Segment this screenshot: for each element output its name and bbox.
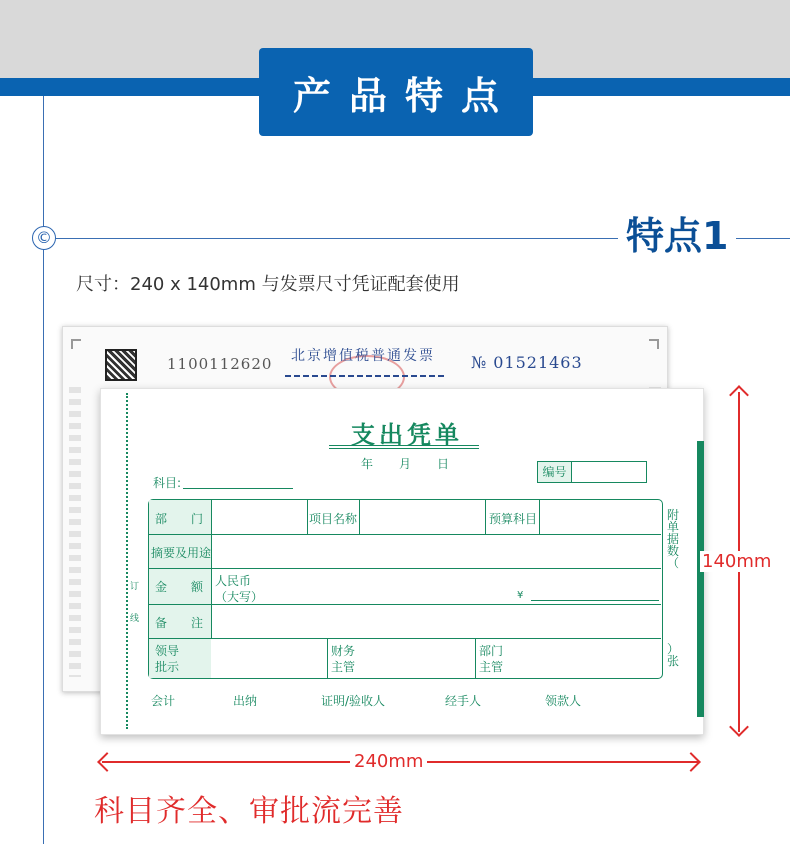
voucher-table <box>148 499 663 679</box>
col-divider <box>485 500 486 534</box>
voucher-title: 支出凭单 <box>351 420 463 449</box>
col-divider <box>327 638 328 678</box>
corner-mark <box>71 339 81 349</box>
binding-char: 订 <box>130 582 140 592</box>
attach-count-unit: ）张 <box>667 642 680 668</box>
corner-mark <box>649 339 659 349</box>
rmb-label: 人民币 <box>215 574 252 588</box>
finance-label-2: 主管 <box>331 660 356 674</box>
footer-accountant: 会计 <box>151 694 176 708</box>
copyright-icon: © <box>32 226 56 250</box>
number-box <box>537 461 647 483</box>
footer-verifier: 证明/验收人 <box>321 694 386 708</box>
date-month: 月 <box>399 457 412 471</box>
section-title: 产品特点 <box>259 48 533 136</box>
dept-label: 部 门 <box>155 512 204 526</box>
footer-cashier: 出纳 <box>233 694 258 708</box>
row-divider <box>149 568 661 569</box>
invoice-title-underline <box>285 375 445 377</box>
tagline: 科目齐全、审批流完善 <box>94 794 404 829</box>
invoice-number: № 01521463 <box>471 353 583 372</box>
leader-label-2: 批示 <box>155 660 180 674</box>
width-dimension-label: 240mm <box>350 751 427 772</box>
invoice-perforation <box>69 387 81 677</box>
remark-label: 备 注 <box>155 616 204 630</box>
amount-line <box>531 600 659 601</box>
binding-char: 线 <box>130 614 140 624</box>
finance-label: 财务 <box>331 644 356 658</box>
deptmgr-label-2: 主管 <box>479 660 504 674</box>
col-divider <box>475 638 476 678</box>
daxie-label: （大写） <box>215 590 264 604</box>
qr-code-icon <box>105 349 137 381</box>
col-divider <box>307 500 308 534</box>
voucher-green-bar <box>697 441 704 717</box>
col-divider <box>359 500 360 534</box>
footer-handler: 经手人 <box>445 694 482 708</box>
footer-payee: 领款人 <box>545 694 582 708</box>
subject-line <box>183 488 293 489</box>
row-divider <box>149 534 661 535</box>
arrow-down-icon <box>729 717 749 737</box>
arrow-right-icon <box>681 752 701 772</box>
expense-voucher <box>100 388 704 735</box>
yen-symbol: ¥ <box>517 590 524 601</box>
number-label: 编号 <box>538 462 572 482</box>
arrow-left-icon <box>97 752 117 772</box>
size-description: 尺寸：240 x 140mm 与发票尺寸凭证配套使用 <box>76 274 460 295</box>
voucher-title-underline <box>329 445 479 449</box>
row-divider <box>149 638 661 639</box>
date-day: 日 <box>437 457 450 471</box>
decorative-horizontal-line <box>56 238 618 239</box>
date-year: 年 <box>361 457 374 471</box>
attach-count-label: 附单据数（ <box>667 508 680 570</box>
decorative-horizontal-line-right <box>736 238 790 239</box>
height-dimension-label: 140mm <box>702 551 772 572</box>
decorative-vertical-line <box>43 96 44 844</box>
amount-label: 金 额 <box>155 580 204 594</box>
binding-perforation <box>126 393 128 729</box>
budget-label: 预算科目 <box>489 512 538 526</box>
invoice-title: 北京增值税普通发票 <box>291 348 435 364</box>
leader-label: 领导 <box>155 644 180 658</box>
col-divider <box>539 500 540 534</box>
col-divider <box>211 500 212 638</box>
purpose-label: 摘要及用途 <box>151 546 212 560</box>
arrow-up-icon <box>729 385 749 405</box>
subject-label: 科目: <box>153 476 182 490</box>
project-label: 项目名称 <box>309 512 358 526</box>
invoice-code: 1100112620 <box>167 355 273 373</box>
deptmgr-label: 部门 <box>479 644 504 658</box>
feature-label: 特点1 <box>622 205 732 260</box>
